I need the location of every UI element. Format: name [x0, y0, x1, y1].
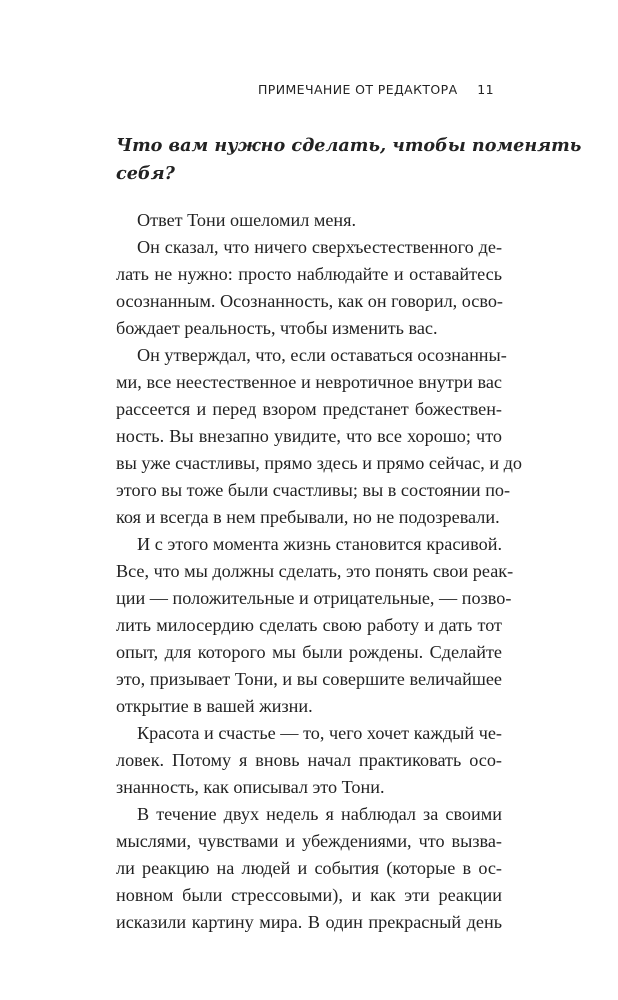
- paragraph: [116, 801, 502, 936]
- section-heading: [116, 132, 582, 188]
- text-line: ность. Вы внезапно увидите, что все хорошо; что: [116, 426, 502, 446]
- text-line: это, призывает Тони, и вы совершите величайшее: [116, 669, 502, 689]
- heading-line: себя?: [116, 163, 175, 184]
- text-line: знанность, как описывал это Тони.: [116, 777, 385, 797]
- paragraph: [116, 207, 502, 234]
- heading-line: Что вам нужно сделать, чтобы поменять: [116, 135, 582, 156]
- text-line: открытие в вашей жизни.: [116, 696, 313, 716]
- text-line: Он утверждал, что, если оставаться осознанны-: [137, 345, 507, 365]
- text-line: лать не нужно: просто наблюдайте и оставайтесь: [116, 264, 502, 284]
- running-head: [116, 80, 494, 102]
- text-line: исказили картину мира. В один прекрасный день: [116, 912, 502, 932]
- body-text: [116, 207, 522, 936]
- text-line: ли реакцию на людей и события (которые в ос-: [116, 858, 502, 878]
- paragraph: [116, 531, 514, 720]
- text-line: рассеется и перед взором предстанет божествен-: [116, 399, 502, 419]
- text-line: вы уже счастливы, прямо здесь и прямо сейчас, и до: [116, 453, 522, 473]
- text-line: Ответ Тони ошеломил меня.: [137, 210, 357, 230]
- text-line: этого вы тоже были счастливы; вы в состоянии по-: [116, 480, 511, 500]
- text-line: ции — положительные и отрицательные, — позво-: [116, 588, 512, 608]
- text-line: Все, что мы должны сделать, это понять свои реак-: [116, 561, 514, 581]
- paragraph: [116, 234, 502, 342]
- running-head-title: ПРИМЕЧАНИЕ ОТ РЕДАКТОРА: [258, 82, 458, 97]
- paragraph: [116, 342, 522, 531]
- text-line: лить милосердию сделать свою работу и дать тот: [116, 615, 502, 635]
- text-line: осознанным. Осознанность, как он говорил, осво-: [116, 291, 503, 311]
- text-line: опыт, для которого мы были рождены. Сделайте: [116, 642, 502, 662]
- text-line: мыслями, чувствами и убеждениями, что вызва-: [116, 831, 502, 851]
- text-line: коя и всегда в нем пребывали, но не подозревали.: [116, 507, 500, 527]
- text-line: ми, все неестественное и невротичное внутри вас: [116, 372, 502, 392]
- text-line: В течение двух недель я наблюдал за своими: [137, 804, 502, 824]
- text-line: Он сказал, что ничего сверхъестественного де-: [137, 237, 502, 257]
- text-line: бождает реальность, чтобы изменить вас.: [116, 318, 438, 338]
- text-line: Красота и счастье — то, чего хочет каждый че-: [137, 723, 502, 743]
- text-line: новном были стрессовыми), и как эти реакции: [116, 885, 502, 905]
- text-line: ловек. Потому я вновь начал практиковать осо-: [116, 750, 502, 770]
- text-line: И с этого момента жизнь становится красивой.: [137, 534, 502, 554]
- page-number: 11: [477, 82, 494, 97]
- paragraph: [116, 720, 502, 801]
